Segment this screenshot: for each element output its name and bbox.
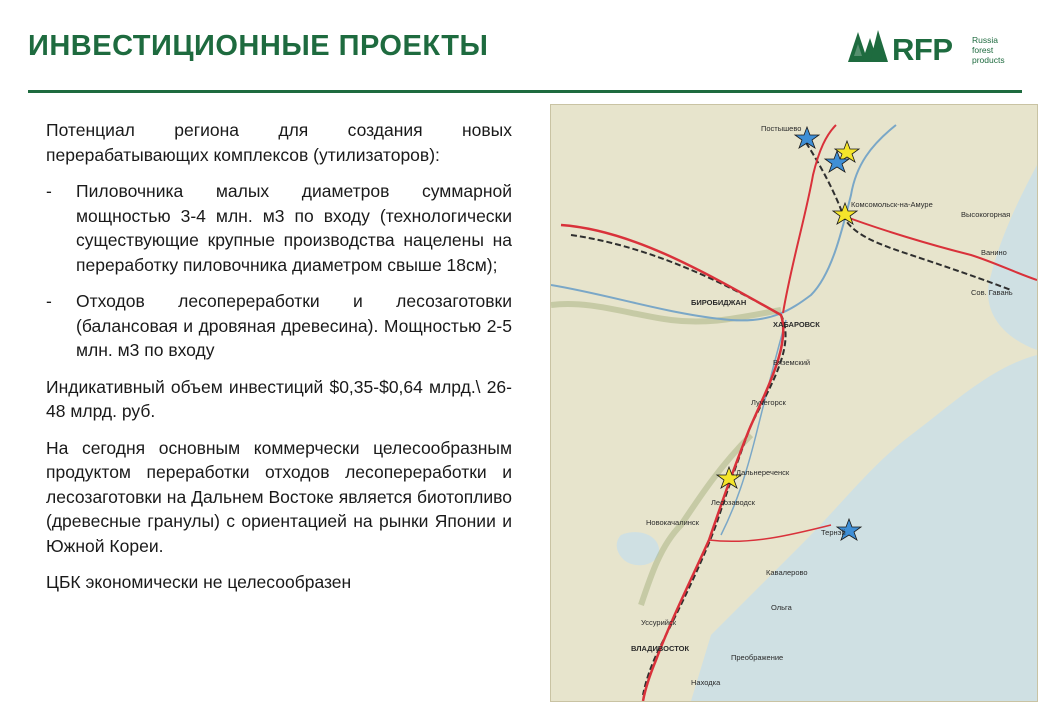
map-drawing bbox=[551, 105, 1037, 701]
map-label: Новокачалинск bbox=[646, 518, 699, 527]
logo-subtitle bbox=[972, 35, 1005, 65]
map-label: Дальнереченск bbox=[736, 468, 790, 477]
map-label: Сов. Гавань bbox=[971, 288, 1013, 297]
bullet-text: Пиловочника малых диаметров суммарной мощностью 3-4 млн. м3 по входу (технологически существующие крупные производства нацелены на переработку пиловочника диаметром свыше 18см); bbox=[76, 181, 512, 275]
road-line bbox=[783, 125, 836, 313]
bullet-marker: - bbox=[46, 181, 52, 201]
map-label: БИРОБИДЖАН bbox=[691, 298, 747, 307]
map-label: ХАБАРОВСК bbox=[773, 320, 820, 329]
header-divider bbox=[28, 90, 1022, 93]
logo-sub-line: products bbox=[972, 55, 1005, 65]
rfp-logo bbox=[848, 30, 1018, 70]
map-label: Лучегорск bbox=[751, 398, 786, 407]
bullet-item bbox=[46, 179, 512, 277]
main-text bbox=[46, 118, 512, 607]
pulp-paragraph: ЦБК экономически не целесообразен bbox=[46, 572, 352, 592]
map-label: Комсомольск-на-Амуре bbox=[851, 200, 933, 209]
product-paragraph: На сегодня основным коммерчески целесообразным продуктом переработки отходов лесопереработки и лесозаготовки на Дальнем Востоке является биотопливо (древесные гранулы) с ориентацией на рынки Японии и Южной Кореи. bbox=[46, 437, 512, 556]
map-label: ВЛАДИВОСТОК bbox=[631, 644, 690, 653]
bullet-item bbox=[46, 289, 512, 363]
page-title: ИНВЕСТИЦИОННЫЕ ПРОЕКТЫ bbox=[28, 30, 489, 62]
map-label: Лесозаводск bbox=[711, 498, 755, 507]
map-label: Постышево bbox=[761, 124, 802, 133]
map-label: Уссурийск bbox=[641, 618, 677, 627]
bullet-text: Отходов лесопереработки и лесозаготовки (балансовая и дровяная древесина). Мощностью 2-5 млн. м3 по входу bbox=[76, 291, 512, 360]
bullet-marker: - bbox=[46, 291, 52, 311]
map-label: Кавалерово bbox=[766, 568, 808, 577]
tatar-strait bbox=[988, 165, 1037, 350]
map-label: Преображение bbox=[731, 653, 784, 662]
logo-sub-line: Russia bbox=[972, 35, 998, 45]
sea-of-japan bbox=[691, 355, 1037, 701]
map-label: Высокогорная bbox=[961, 210, 1011, 219]
tree-logo-icon bbox=[848, 30, 888, 64]
map-label: Ольга bbox=[771, 603, 792, 612]
map-label: Ванино bbox=[981, 248, 1007, 257]
border-line bbox=[551, 304, 781, 605]
region-map bbox=[550, 104, 1038, 702]
logo-sub-line: forest bbox=[972, 45, 994, 55]
khanka-lake bbox=[617, 532, 659, 565]
investment-paragraph: Индикативный объем инвестиций $0,35-$0,64 млрд.\ 26-48 млрд. руб. bbox=[46, 376, 512, 421]
logo-text: RFP bbox=[892, 32, 953, 67]
map-label: Вяземский bbox=[773, 358, 811, 367]
map-label: Тернэй bbox=[821, 528, 846, 537]
map-label: Находка bbox=[691, 678, 721, 687]
intro-paragraph: Потенциал региона для создания новых перерабатывающих комплексов (утилизаторов): bbox=[46, 120, 512, 165]
